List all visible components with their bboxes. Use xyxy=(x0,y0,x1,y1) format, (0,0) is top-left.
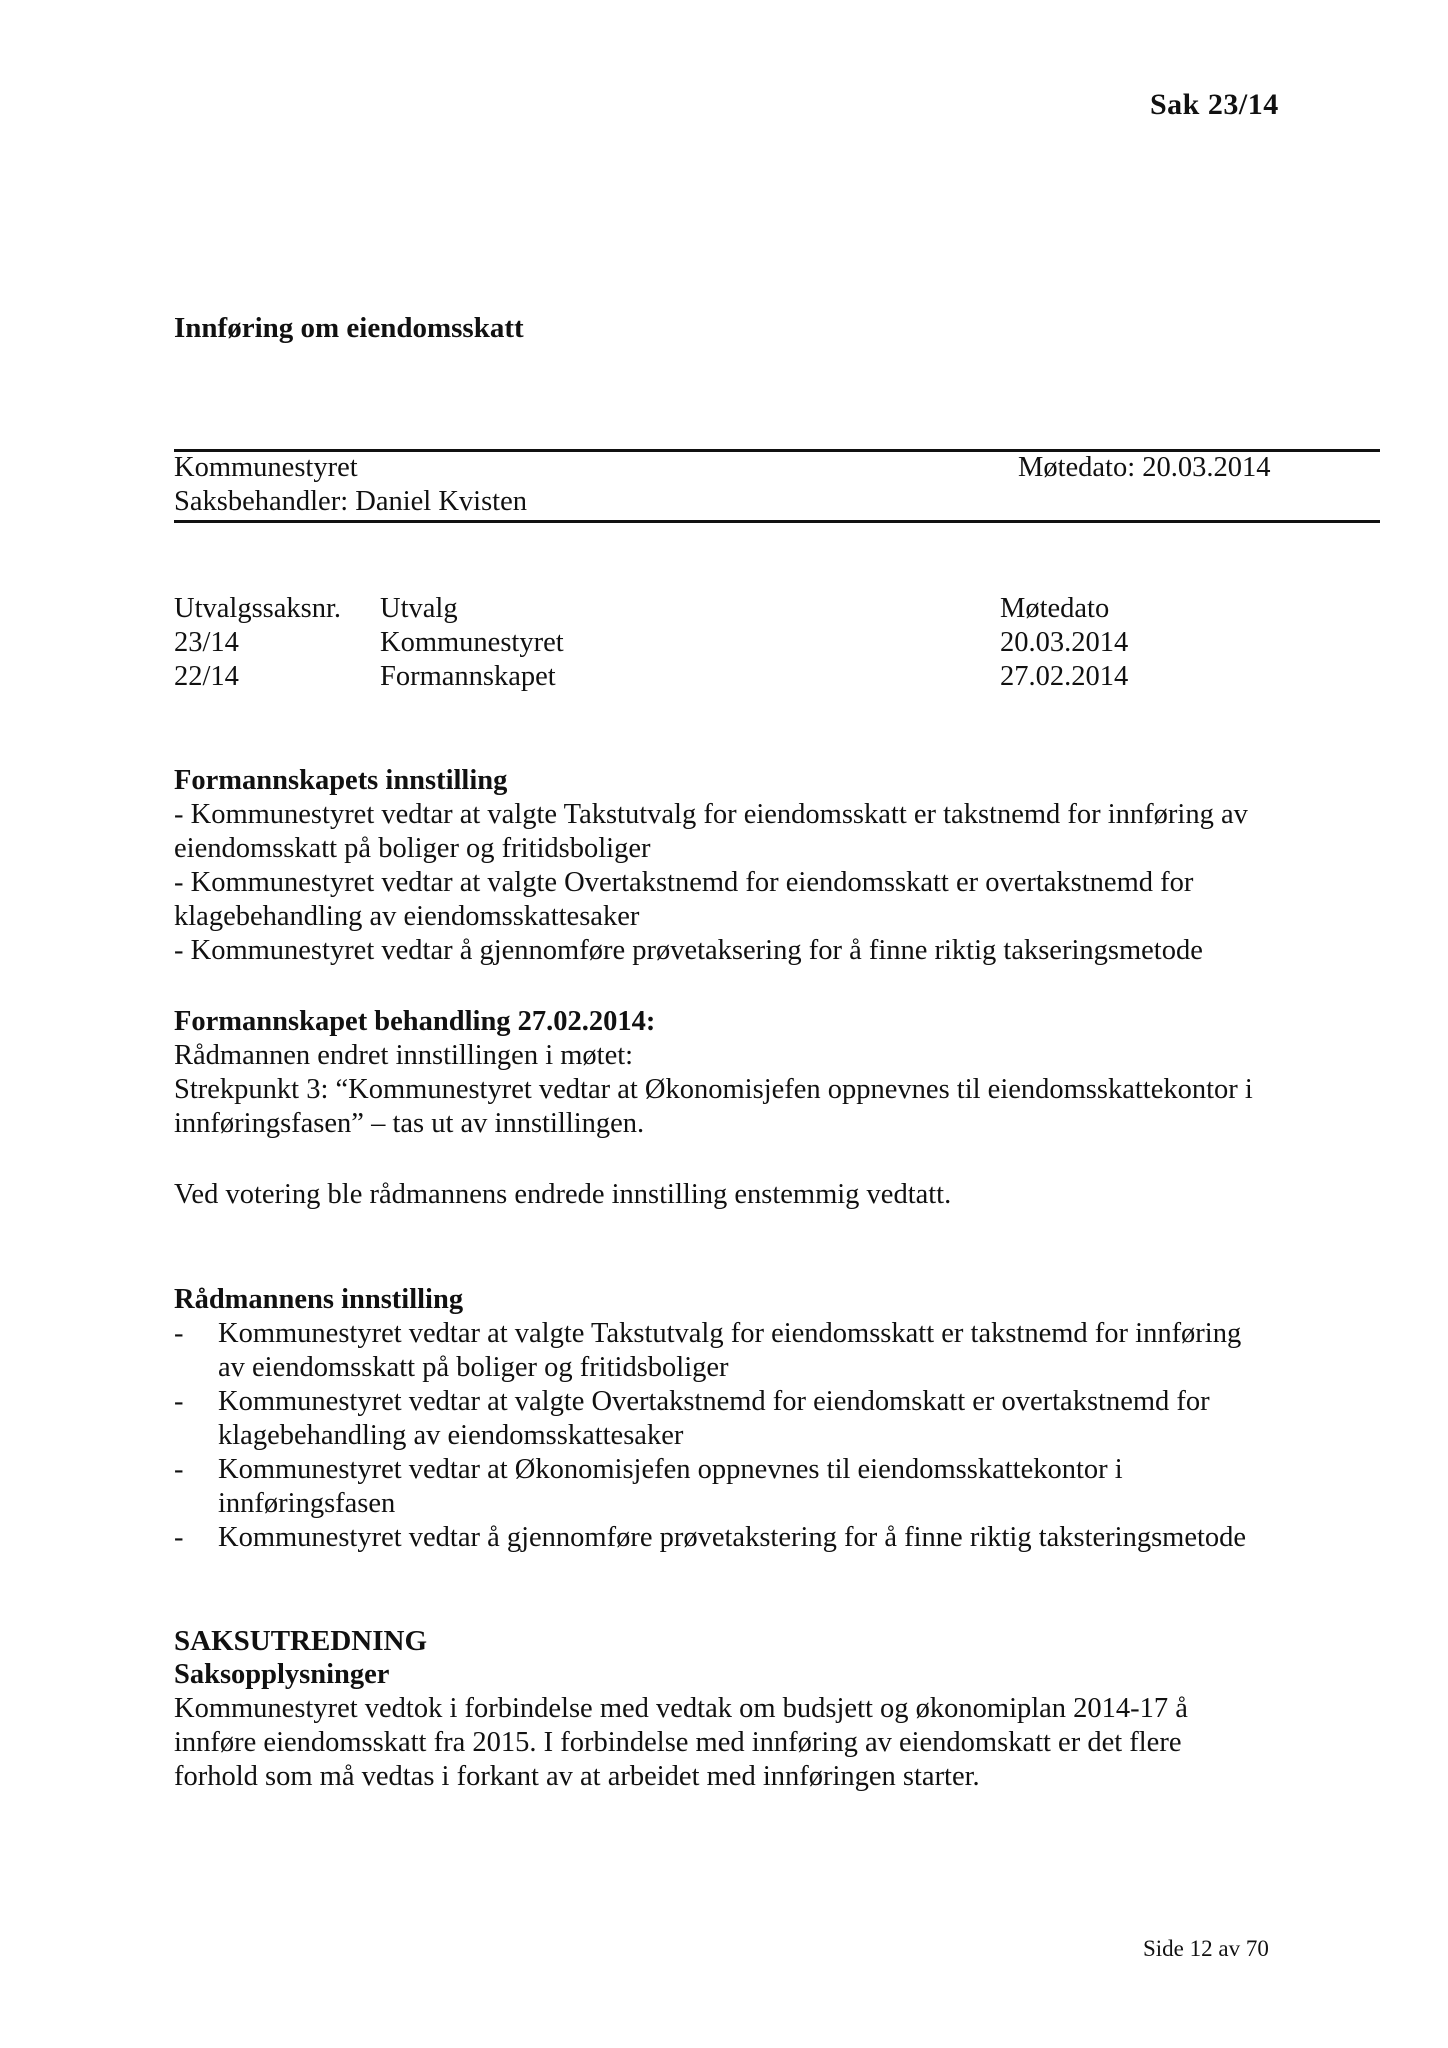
column-header-committee: Utvalg xyxy=(380,593,458,624)
text-line: Kommunestyret vedtok i forbindelse med vedtak om budsjett og økonomiplan 2014-17 å xyxy=(174,1693,1188,1724)
text-line: klagebehandling av eiendomsskattesaker xyxy=(174,901,640,932)
list-item xyxy=(174,1521,1334,1555)
recommendation-list xyxy=(174,1317,1334,1555)
section-subheading: Saksopplysninger xyxy=(174,1659,390,1690)
text-line: Rådmannen endret innstillingen i møtet: xyxy=(174,1040,634,1071)
text-line: forhold som må vedtas i forkant av at arbeidet med innføringen starter. xyxy=(174,1761,980,1792)
page-number: Side 12 av 70 xyxy=(1143,1936,1269,1961)
case-no-cell: 23/14 xyxy=(174,627,239,658)
table-header-row xyxy=(174,592,1274,626)
list-item-text: Kommunestyret vedtar at Økonomisjefen oppnevnes til eiendomsskattekontor i xyxy=(218,1454,1123,1485)
list-item xyxy=(174,1385,1334,1453)
vote-result: Ved votering ble rådmannens endrede innstilling enstemmig vedtatt. xyxy=(174,1179,952,1210)
case-handler: Saksbehandler: Daniel Kvisten xyxy=(174,486,527,517)
saksutredning-section xyxy=(174,1624,1334,1794)
list-item-text: klagebehandling av eiendomsskattesaker xyxy=(218,1420,684,1451)
list-item-text: Kommunestyret vedtar å gjennomføre prøvetakstering for å finne riktig taksteringsmetode xyxy=(218,1522,1247,1553)
text-line: - Kommunestyret vedtar at valgte Overtakstnemd for eiendomsskatt er overtakstnemd for xyxy=(174,867,1194,898)
dash-bullet: - xyxy=(174,1386,184,1417)
text-line: eiendomsskatt på boliger og fritidsboliger xyxy=(174,833,651,864)
section-heading: Formannskapets innstilling xyxy=(174,765,508,796)
table-row xyxy=(174,660,1274,694)
list-item-text: Kommunestyret vedtar at valgte Takstutvalg for eiendomsskatt er takstnemd for innføring xyxy=(218,1318,1242,1349)
text-line: Strekpunkt 3: “Kommunestyret vedtar at Økonomisjefen oppnevnes til eiendomsskattekontor i xyxy=(174,1074,1253,1105)
case-table xyxy=(174,592,1274,694)
dash-bullet: - xyxy=(174,1454,184,1485)
date-cell: 20.03.2014 xyxy=(1000,627,1129,658)
case-no-cell: 22/14 xyxy=(174,661,239,692)
radmannens-innstilling-section xyxy=(174,1283,1334,1555)
list-item xyxy=(174,1317,1334,1385)
list-item xyxy=(174,1453,1334,1521)
header-rule-bottom xyxy=(174,520,1380,523)
committee-cell: Kommunestyret xyxy=(380,627,564,658)
dash-bullet: - xyxy=(174,1318,184,1349)
document-title: Innføring om eiendomsskatt xyxy=(174,312,524,344)
list-item-text: Kommunestyret vedtar at valgte Overtakstnemd for eiendomskatt er overtakstnemd for xyxy=(218,1386,1210,1417)
meeting-date: Møtedato: 20.03.2014 xyxy=(1018,452,1271,483)
date-cell: 27.02.2014 xyxy=(1000,661,1129,692)
committee-cell: Formannskapet xyxy=(380,661,556,692)
column-header-case-no: Utvalgssaksnr. xyxy=(174,593,342,624)
section-heading: Formannskapet behandling 27.02.2014: xyxy=(174,1006,656,1037)
text-line: - Kommunestyret vedtar å gjennomføre prøvetaksering for å finne riktig takseringsmetode xyxy=(174,935,1203,966)
column-header-date: Møtedato xyxy=(1000,593,1110,624)
table-row xyxy=(174,626,1274,660)
dash-bullet: - xyxy=(174,1522,184,1553)
section-heading: SAKSUTREDNING xyxy=(174,1625,427,1657)
list-item-text: innføringsfasen xyxy=(218,1488,396,1519)
case-number: Sak 23/14 xyxy=(1150,88,1279,121)
text-line: - Kommunestyret vedtar at valgte Takstutvalg for eiendomsskatt er takstnemd for innføring av xyxy=(174,799,1248,830)
formannskapets-innstilling-section xyxy=(174,764,1334,968)
committee-name: Kommunestyret xyxy=(174,452,358,483)
section-heading: Rådmannens innstilling xyxy=(174,1284,464,1315)
list-item-text: av eiendomsskatt på boliger og fritidsboliger xyxy=(218,1352,729,1383)
text-line: innføre eiendomsskatt fra 2015. I forbindelse med innføring av eiendomskatt er det flere xyxy=(174,1727,1182,1758)
text-line: innføringsfasen” – tas ut av innstillingen. xyxy=(174,1108,645,1139)
formannskapet-behandling-section xyxy=(174,1005,1334,1141)
